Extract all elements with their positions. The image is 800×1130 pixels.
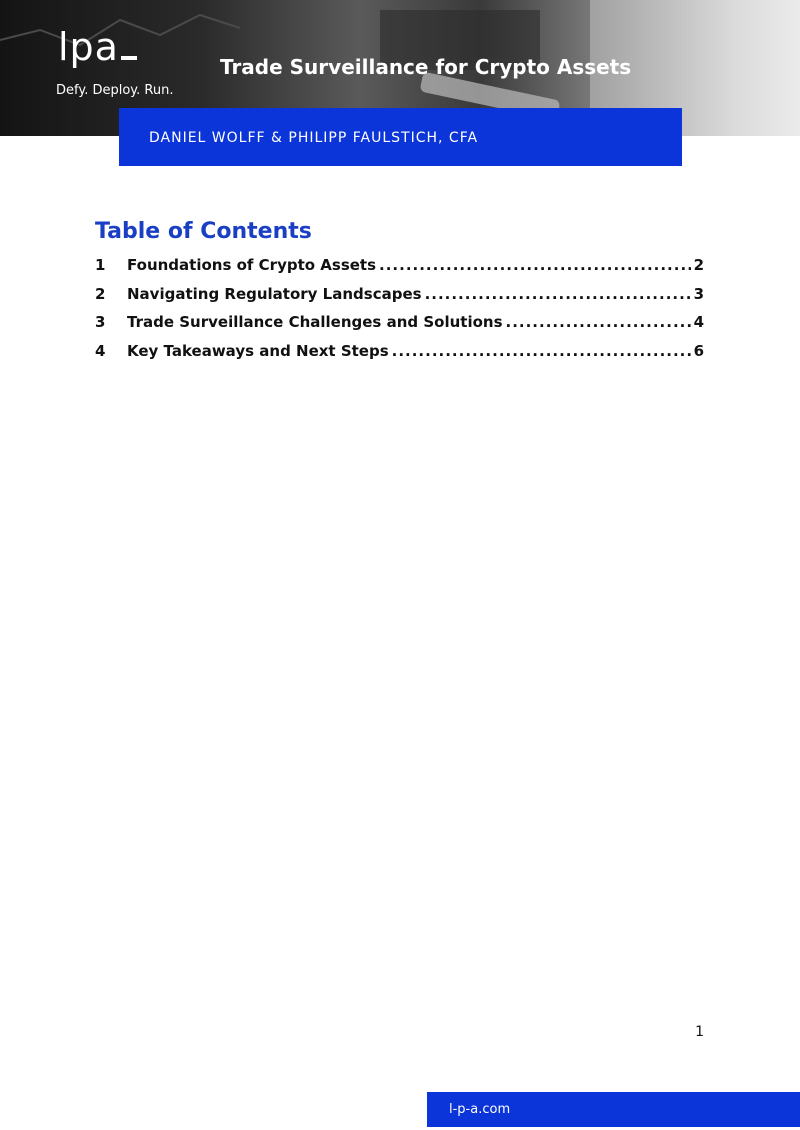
footer-website-link[interactable]: l-p-a.com (449, 1102, 511, 1117)
toc-dot-leader (506, 313, 691, 331)
author-bar (119, 108, 682, 166)
page-number: 1 (695, 1024, 704, 1040)
toc-heading: Table of Contents (95, 219, 312, 244)
author-names: DANIEL WOLFF & PHILIPP FAULSTICH, CFA (149, 130, 479, 146)
toc-entry-number: 4 (95, 342, 106, 361)
toc-entry-page: 2 (693, 256, 704, 274)
document-title: Trade Surveillance for Crypto Assets (220, 55, 632, 79)
toc-entry-title: Key Takeaways and Next Steps (127, 342, 389, 361)
tagline: Defy. Deploy. Run. (56, 83, 174, 98)
toc-entry-title: Foundations of Crypto Assets (127, 256, 377, 274)
toc-entry-title: Trade Surveillance Challenges and Solutions (127, 313, 503, 332)
lpa-logo: lpa (58, 28, 137, 66)
toc-entry-number: 3 (95, 313, 106, 332)
toc-entry[interactable] (95, 256, 704, 285)
toc-entry-number: 1 (95, 256, 106, 274)
toc-list (95, 256, 704, 371)
toc-entry[interactable] (95, 313, 704, 342)
toc-entry[interactable] (95, 342, 704, 371)
toc-entry-title: Navigating Regulatory Landscapes (127, 284, 422, 303)
toc-dot-leader (425, 285, 691, 303)
toc-entry-page: 6 (693, 342, 704, 361)
toc-dot-leader (379, 256, 691, 274)
logo-underscore-mark (121, 56, 137, 60)
toc-entry[interactable] (95, 285, 704, 314)
toc-entry-page: 3 (693, 284, 704, 303)
toc-dot-leader (392, 342, 691, 360)
footer-bar (427, 1092, 800, 1127)
toc-entry-page: 4 (693, 313, 704, 332)
toc-entry-number: 2 (95, 284, 106, 303)
